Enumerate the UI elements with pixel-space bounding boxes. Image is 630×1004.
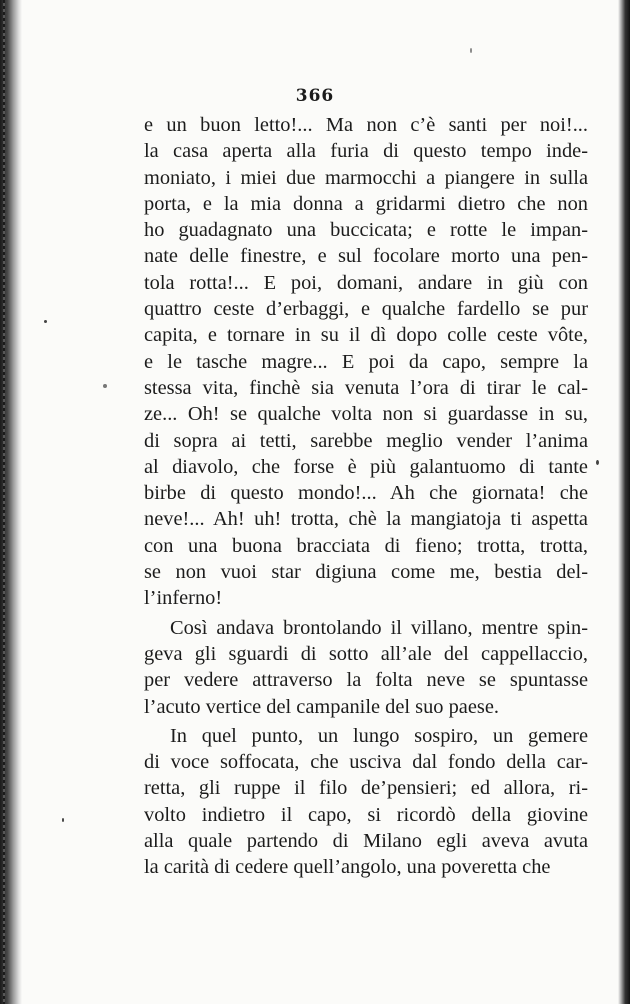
text-line: In quel punto, un lungo sospiro, un gemere	[170, 724, 588, 747]
text-line: l’inferno!	[144, 587, 223, 610]
text-line: ho guadagnato una buccicata; e rotte le impan-	[144, 219, 588, 242]
text-line: stessa vita, finchè sia venuta l’ora di tirar le cal-	[144, 376, 588, 399]
text-line: nate delle finestre, e sul focolare morto una pen-	[144, 245, 588, 268]
text-line: di voce soffocata, che usciva dal fondo della car-	[144, 751, 588, 774]
ink-speck	[103, 384, 107, 388]
paragraph	[144, 112, 588, 612]
text-line: porta, e la mia donna a gridarmi dietro che non	[144, 192, 588, 215]
text-line: moniato, i miei due marmocchi a piangere in sulla	[144, 166, 588, 189]
text-line: al diavolo, che forse è più galantuomo di tante	[144, 455, 588, 478]
text-line: di sopra ai tetti, sarebbe meglio vender l’anima	[144, 429, 588, 452]
text-line: la casa aperta alla furia di questo tempo inde-	[144, 140, 588, 163]
text-line: la carità di cedere quell’angolo, una poveretta che	[144, 856, 551, 879]
text-line: se non vuoi star digiuna come me, bestia del-	[144, 561, 588, 584]
text-line: retta, gli ruppe il filo de’pensieri; ed allora, ri-	[144, 777, 588, 800]
ink-speck	[62, 818, 64, 822]
ink-speck	[470, 48, 472, 53]
ink-speck	[44, 320, 47, 323]
paragraph	[144, 615, 588, 720]
text-line: alla quale partendo di Milano egli aveva avuta	[144, 830, 588, 853]
text-line: e un buon letto!... Ma non c’è santi per noi!...	[144, 114, 588, 136]
text-line: per vedere attraverso la folta neve se spuntasse	[144, 669, 588, 692]
book-binding-edge	[0, 0, 22, 1004]
text-line: Così andava brontolando il villano, mentre spin-	[170, 616, 588, 639]
text-line: quattro ceste d’erbaggi, e qualche fardello se pur	[144, 298, 588, 321]
text-line: tola rotta!... E poi, domani, andare in giù con	[144, 271, 588, 294]
text-line: geva gli sguardi di sotto all’ale del cappellaccio,	[144, 642, 588, 665]
text-line: volto indietro il capo, si ricordò della giovine	[144, 803, 588, 826]
text-line: birbe di questo mondo!... Ah che giornata! che	[144, 482, 588, 505]
page-right-edge	[618, 0, 630, 1004]
page-number: 366	[295, 86, 335, 106]
text-line: e le tasche magre... E poi da capo, sempre la	[144, 350, 588, 373]
text-line: l’acuto vertice del campanile del suo paese.	[144, 695, 499, 718]
paragraph	[144, 723, 588, 881]
body-text	[144, 112, 588, 881]
text-line: neve!... Ah! uh! trotta, chè la mangiatoja ti aspetta	[144, 508, 588, 531]
text-line: capita, e tornare in su il dì dopo colle ceste vôte,	[144, 324, 588, 347]
ink-speck	[596, 460, 599, 465]
text-line: ze... Oh! se qualche volta non si guardasse in su,	[144, 403, 588, 426]
text-line: con una buona bracciata di fieno; trotta, trotta,	[144, 534, 588, 557]
